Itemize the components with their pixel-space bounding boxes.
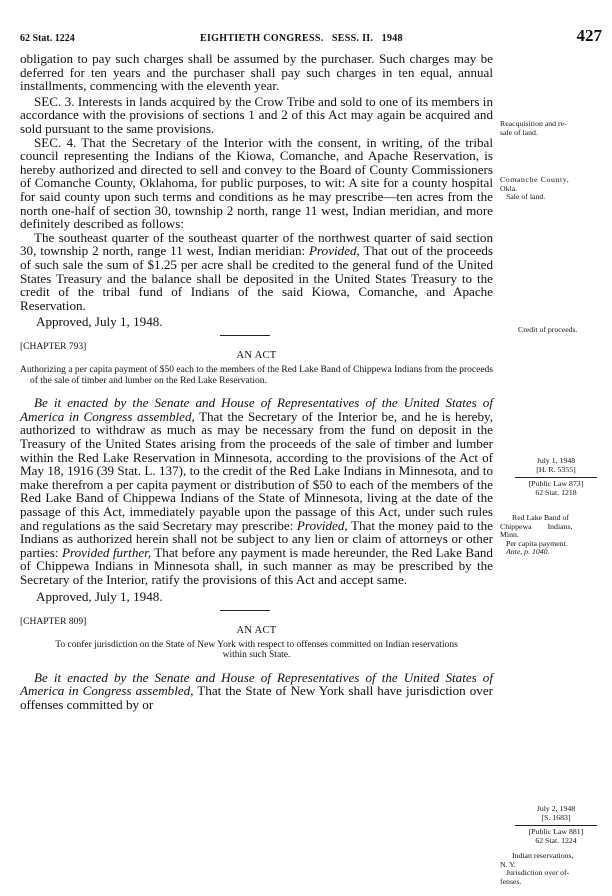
section-3: SEC. 3. Interests in lands acquired by the Crow Tribe and sold to one of its members in accordance with the provisions of sections 1 and 2 of this Act may again be acquired and sold pursuant to the same provisions.	[20, 93, 493, 136]
margin-line: Okla.	[500, 183, 518, 193]
margin-line: sale of land.	[500, 127, 538, 137]
margin-note-comanche	[500, 176, 606, 202]
enacting-formula: Be it enacted by the Senate and House of Representatives of the United States of America in Congress assembled,	[20, 669, 493, 699]
enact-text-c: That before any payment is made hereunder, the Red Lake Band of Chippewa Indians in Minnesota shall, in such manner as may be prescribed by the Secretary of the Interior, ratify the provisions of this Act and accept same.	[20, 544, 493, 587]
margin-line: Indian reservations,	[512, 851, 574, 860]
enact-text-a: That the State of New York shall have jurisdiction over offenses committed by or	[20, 683, 493, 712]
section-4: SEC. 4. That the Secretary of the Interior with the consent, in writing, of the tribal council representing the Indians of the Kiowa, Comanche, and Apache Reservation, is hereby authorized and directed to sell and convey to the Board of County Commissioners of Comanche County, Oklahoma, for public purposes, to wit: A site for a county hospital for said county upon such terms and conditions as he may prescribe—ten acres from the north one-half of section 30, township 2 north, range 11 west, Indian meridian, and more definitely described as follows:	[20, 134, 493, 232]
bill-reference-box-2	[515, 805, 597, 845]
margin-note-red-lake	[500, 514, 606, 557]
chapter-heading: [CHAPTER 809]	[20, 616, 87, 627]
bill-reference-box-1	[515, 457, 597, 497]
margin-line: Ante, p. 1040.	[506, 547, 550, 557]
paragraph-continuation: obligation to pay such charges shall be assumed by the purchaser. Such charges may be deferred for ten years and the purchaser shall pay such charges in ten equal, annual installments, commencing with the eleventh year.	[20, 51, 493, 94]
margin-line: Minn.	[500, 530, 519, 540]
provided-term: Provided,	[309, 243, 360, 259]
stat-citation: 62 Stat. 1218	[535, 487, 577, 497]
margin-line: N. Y.	[500, 859, 516, 869]
desc-text: The southeast quarter of the southeast quarter of the northwest quarter of said section 30, township 2 north, range 11 west, Indian meridian:	[20, 229, 493, 259]
public-law: [Public Law 873]	[528, 479, 584, 489]
bill-date: July 2, 1948	[536, 804, 576, 813]
bill-number: [S. 1683]	[541, 812, 571, 822]
section-4-description	[20, 231, 493, 313]
enact-text-b: That the money paid to the Indians as authorized herein shall not be subject to any lien or claim of attorneys or other parties:	[20, 517, 493, 560]
margin-line: Reacquisition and re-	[500, 119, 567, 128]
margin-line: fenses.	[500, 876, 522, 886]
enacting-clause	[20, 671, 493, 712]
margin-line: Comanche County,	[500, 175, 570, 184]
box-rule	[515, 477, 597, 478]
margin-line: Jurisdiction over of-	[506, 868, 570, 878]
margin-note-reacquisition	[500, 120, 606, 137]
margin-line: Per capita payment.	[506, 538, 568, 548]
margin-line: Sale of land.	[506, 192, 546, 202]
enacting-formula: Be it enacted by the Senate and House of Representatives of the United States of America in Congress assembled,	[20, 395, 493, 424]
box-rule	[515, 825, 597, 826]
margin-line: Credit of proceeds.	[518, 325, 578, 334]
divider-rule	[220, 335, 270, 336]
provided-term: Provided,	[296, 517, 348, 533]
running-title: EIGHTIETH CONGRESS. SESS. II. 1948	[200, 33, 403, 44]
enacting-clause	[20, 396, 493, 586]
page-number: 427	[576, 26, 602, 45]
main-text	[20, 52, 493, 711]
desc-text-b: That out of the proceeds of such sale the sum of $1.25 per acre shall be credited to the general fund of the United States Treasury and the balance shall be deposited in the United States Treasury to the credit of the tribal fund of Indians of the said Kiowa, Comanche, and Apache Reservation.	[20, 243, 493, 313]
an-act-heading: AN ACT	[236, 350, 277, 362]
provided-further-term: Provided further,	[61, 544, 152, 560]
an-act-heading: AN ACT	[236, 624, 277, 636]
stat-reference: 62 Stat. 1224	[20, 33, 75, 44]
bill-date: July 1, 1948	[536, 456, 576, 465]
bill-number: [H. R. 5355]	[536, 464, 576, 474]
act-title: Authorizing a per capita payment of $50 each to the members of the Red Lake Band of Chippewa Indians from the proceeds of the sale of timber and lumber on the Red Lake Reservation.	[20, 365, 493, 386]
enact-text-a: That the Secretary of the Interior be, and he is hereby, authorized to withdraw as much as may be necessary from the fund on deposit in the Treasury of the United States arising from the proceeds of the sale of timber and lumber within the Red Lake Reservation in Minnesota, according to the provisions of the Act of May 18, 1916 (39 Stat. L. 137), to the credit of the Red Lake Indians in Minnesota, and to make therefrom a per capita payment or distribution of $50 to each of the members of the Red Lake Band of Chippewa Indians of the State of Minnesota, living at the date of the passage of this Act, immediately payable upon the passage of this Act, under such rules and regulations as the said Secretary may prescribe:	[20, 408, 494, 533]
public-law: [Public Law 881]	[528, 827, 584, 837]
approved-date: Approved, July 1, 1948.	[36, 588, 163, 604]
approved-date: Approved, July 1, 1948.	[36, 314, 163, 330]
chapter-heading: [CHAPTER 793]	[20, 342, 87, 353]
act-title: To confer jurisdiction on the State of New York with respect to offenses committed on Indian reservations within such State.	[55, 639, 458, 661]
stat-citation: 62 Stat. 1224	[535, 835, 577, 845]
page-header	[20, 26, 604, 49]
margin-line: Red Lake Band of	[512, 513, 569, 522]
divider-rule	[220, 610, 270, 611]
margin-note-credit	[518, 326, 612, 335]
margin-note-new-york	[500, 852, 606, 886]
margin-line: Chippewa Indians,	[500, 521, 573, 531]
